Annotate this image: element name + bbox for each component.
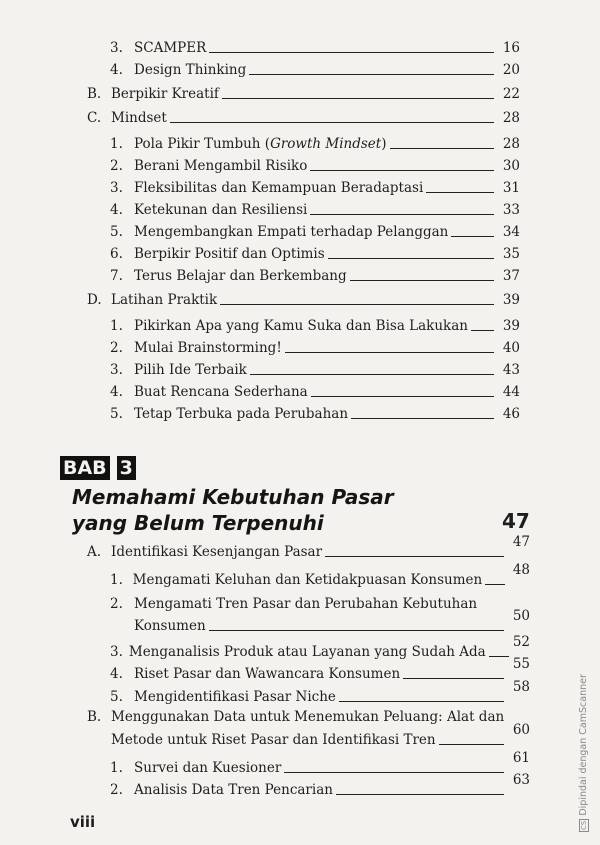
entry-title: Riset Pasar dan Wawancara Konsumen xyxy=(134,666,401,682)
toc-entry xyxy=(110,384,520,400)
dot-leader xyxy=(249,74,494,75)
dot-leader xyxy=(285,352,494,353)
dot-leader xyxy=(485,584,505,585)
entry-page: 28 xyxy=(502,110,520,126)
entry-number: 1. xyxy=(110,318,123,334)
toc-section xyxy=(111,722,530,748)
toc-entry xyxy=(110,362,520,378)
entry-title: Menganalisis Produk atau Layanan yang Sudah Ada xyxy=(128,644,486,660)
entry-page: 34 xyxy=(502,224,520,240)
entry-number: 3. xyxy=(110,180,123,196)
entry-title: Mulai Brainstorming! xyxy=(134,340,282,356)
dot-leader xyxy=(220,304,494,305)
entry-page: 40 xyxy=(502,340,520,356)
dot-leader xyxy=(325,556,504,557)
entry-page: 16 xyxy=(502,40,520,56)
toc-entry xyxy=(110,656,530,682)
entry-number: 5. xyxy=(110,689,123,705)
entry-number: 3. xyxy=(110,40,123,56)
scanner-watermark xyxy=(578,674,589,832)
toc-section xyxy=(87,292,520,308)
entry-number: 6. xyxy=(110,246,123,262)
section-title-line1: B. Menggunakan Data untuk Menemukan Peluang: Alat dan xyxy=(87,709,505,725)
toc-entry xyxy=(110,180,520,196)
entry-title: Terus Belajar dan Berkembang xyxy=(134,268,347,284)
dot-leader xyxy=(284,772,504,773)
toc-entry xyxy=(110,40,520,56)
toc-entry xyxy=(110,224,520,240)
entry-title: Konsumen xyxy=(134,618,206,634)
dot-leader xyxy=(170,122,494,123)
entry-number: 4. xyxy=(110,62,123,78)
entry-page: 50 xyxy=(512,608,530,624)
dot-leader xyxy=(439,744,504,745)
section-title: Metode untuk Riset Pasar dan Identifikasi Tren xyxy=(111,732,436,748)
entry-title-line1: 2. Mengamati Tren Pasar dan Perubahan Kebutuhan xyxy=(110,596,478,612)
chapter-page: 47 xyxy=(502,509,530,533)
entry-number: 2. xyxy=(110,782,123,798)
entry-title: Mengamati Keluhan dan Ketidakpuasan Konsumen xyxy=(132,572,483,588)
entry-number: 2. xyxy=(110,158,123,174)
entry-number: 3. xyxy=(110,644,123,660)
chapter-title-line2: yang Belum Terpenuhi xyxy=(72,511,324,535)
dot-leader xyxy=(350,280,494,281)
entry-title: Fleksibilitas dan Kemampuan Beradaptasi xyxy=(134,180,424,196)
dot-leader xyxy=(489,656,509,657)
entry-page: 47 xyxy=(512,534,530,550)
entry-page: 28 xyxy=(502,136,520,152)
entry-page: 39 xyxy=(502,318,520,334)
toc-entry xyxy=(110,268,520,284)
entry-title: Survei dan Kuesioner xyxy=(134,760,282,776)
dot-leader xyxy=(390,148,495,149)
section-letter: B. xyxy=(87,86,102,102)
entry-number: 5. xyxy=(110,224,123,240)
entry-title: Buat Rencana Sederhana xyxy=(134,384,308,400)
toc-entry xyxy=(110,202,520,218)
dot-leader xyxy=(451,236,494,237)
entry-title: Pilih Ide Terbaik xyxy=(134,362,247,378)
section-letter: C. xyxy=(87,110,102,126)
entry-page: 33 xyxy=(502,202,520,218)
toc-entry xyxy=(134,608,530,634)
toc-entry xyxy=(110,136,520,152)
entry-number: 1. xyxy=(110,572,123,588)
entry-page: 37 xyxy=(502,268,520,284)
dot-leader xyxy=(426,192,494,193)
toc-entry xyxy=(110,158,520,174)
entry-number: 4. xyxy=(110,202,123,218)
chapter-bab-label: BAB xyxy=(60,456,110,480)
toc-section xyxy=(87,110,520,126)
entry-page: 43 xyxy=(502,362,520,378)
page-folio: viii xyxy=(70,813,96,831)
toc-entry xyxy=(110,406,520,422)
chapter-title-line1: Memahami Kebutuhan Pasar xyxy=(72,485,394,509)
entry-title: Ketekunan dan Resiliensi xyxy=(134,202,308,218)
entry-number: 7. xyxy=(110,268,123,284)
dot-leader xyxy=(328,258,494,259)
entry-page: 55 xyxy=(512,656,530,672)
watermark-text: Dipindai dengan CamScanner xyxy=(578,674,589,816)
toc-entry xyxy=(110,562,530,588)
entry-page: 30 xyxy=(502,158,520,174)
toc-entry xyxy=(110,246,520,262)
toc-entry xyxy=(110,62,520,78)
dot-leader xyxy=(310,214,494,215)
entry-number: 2. xyxy=(110,340,123,356)
dot-leader xyxy=(222,98,494,99)
entry-number: 4. xyxy=(110,666,123,682)
toc-entry xyxy=(110,340,520,356)
section-title: Mindset xyxy=(111,110,167,126)
entry-page: 61 xyxy=(512,750,530,766)
toc-section xyxy=(87,534,530,560)
entry-title: Design Thinking xyxy=(134,62,247,78)
entry-title: SCAMPER xyxy=(134,40,207,56)
entry-title: Mengidentifikasi Pasar Niche xyxy=(134,689,336,705)
dot-leader xyxy=(209,630,504,631)
entry-title: Analisis Data Tren Pencarian xyxy=(134,782,333,798)
section-title: Identifikasi Kesenjangan Pasar xyxy=(111,544,323,560)
entry-page: 44 xyxy=(502,384,520,400)
entry-page: 20 xyxy=(502,62,520,78)
entry-number: 5. xyxy=(110,406,123,422)
entry-number: 3. xyxy=(110,362,123,378)
camscanner-icon: CS xyxy=(580,820,588,830)
dot-leader xyxy=(351,418,494,419)
toc-section xyxy=(87,86,520,102)
section-letter: D. xyxy=(87,292,102,308)
dot-leader xyxy=(471,330,494,331)
entry-page: 60 xyxy=(512,722,530,738)
entry-title: Tetap Terbuka pada Perubahan xyxy=(134,406,349,422)
toc-entry xyxy=(110,772,530,798)
entry-page: 35 xyxy=(502,246,520,262)
dot-leader xyxy=(310,170,494,171)
entry-page: 22 xyxy=(502,86,520,102)
entry-title: Pikirkan Apa yang Kamu Suka dan Bisa Lakukan xyxy=(134,318,468,334)
entry-page: 39 xyxy=(502,292,520,308)
dot-leader xyxy=(250,374,494,375)
dot-leader xyxy=(209,52,494,53)
dot-leader xyxy=(311,396,494,397)
entry-number: 2. xyxy=(110,596,123,612)
toc-entry xyxy=(110,679,530,705)
section-letter: A. xyxy=(87,544,102,560)
chapter-label xyxy=(60,456,136,480)
toc-entry xyxy=(110,750,530,776)
entry-title: Berpikir Positif dan Optimis xyxy=(134,246,325,262)
dot-leader xyxy=(336,794,504,795)
entry-page: 46 xyxy=(502,406,520,422)
toc-entry xyxy=(110,318,520,334)
entry-title: Pola Pikir Tumbuh (Growth Mindset) xyxy=(134,136,387,152)
dot-leader xyxy=(339,701,504,702)
entry-page: 52 xyxy=(512,634,530,650)
dot-leader xyxy=(403,678,504,679)
entry-number: 1. xyxy=(110,136,123,152)
entry-page: 31 xyxy=(502,180,520,196)
chapter-number: 3 xyxy=(117,456,136,480)
entry-page: 63 xyxy=(512,772,530,788)
entry-number: 4. xyxy=(110,384,123,400)
entry-page: 58 xyxy=(512,679,530,695)
section-letter: B. xyxy=(87,709,102,725)
entry-number: 1. xyxy=(110,760,123,776)
entry-title: Berani Mengambil Risiko xyxy=(134,158,308,174)
entry-title: Mengembangkan Empati terhadap Pelanggan xyxy=(134,224,449,240)
entry-page: 48 xyxy=(512,562,530,578)
section-title: Berpikir Kreatif xyxy=(111,86,219,102)
section-title: Latihan Praktik xyxy=(111,292,218,308)
toc-entry xyxy=(110,634,530,660)
